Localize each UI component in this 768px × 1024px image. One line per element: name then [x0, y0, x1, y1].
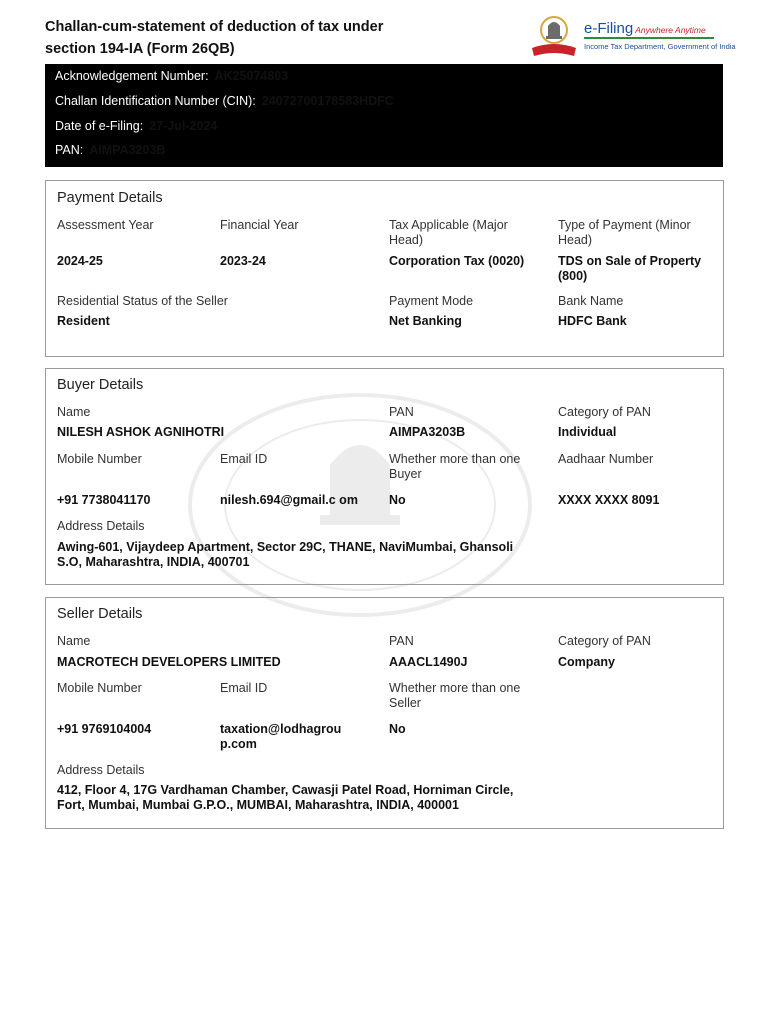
seller-details-section	[45, 597, 724, 829]
residential-status-label: Residential Status of the Seller	[57, 294, 228, 308]
document-title	[45, 16, 425, 60]
buyer-pan-label: PAN	[389, 405, 414, 419]
ack-number-row	[55, 69, 288, 83]
efiling-brand-text: e-Filing	[584, 20, 634, 37]
type-of-payment-label	[558, 218, 691, 248]
buyer-details-title: Buyer Details	[57, 377, 144, 393]
ack-number-label: Acknowledgement Number:	[55, 69, 209, 83]
tax-applicable-label-line-1: Tax Applicable (Major	[389, 218, 508, 232]
cin-row	[55, 94, 394, 108]
payment-details-section	[45, 180, 724, 357]
seller-pan-value: AAACL1490J	[389, 655, 468, 669]
document-title-line-2: section 194-IA (Form 26QB)	[45, 41, 235, 57]
efiling-date-label: Date of e-Filing:	[55, 119, 144, 133]
multiple-buyers-value: No	[389, 493, 406, 507]
seller-address-value	[57, 783, 577, 813]
multiple-sellers-label-line-1: Whether more than one	[389, 681, 521, 695]
ack-number-value: AK25074803	[214, 69, 289, 83]
type-of-payment-value-line-2: (800)	[558, 269, 588, 283]
acknowledgement-summary	[45, 64, 723, 167]
aadhaar-value: XXXX XXXX 8091	[558, 493, 660, 507]
multiple-sellers-label	[389, 681, 520, 711]
buyer-name-value: NILESH ASHOK AGNIHOTRI	[57, 425, 225, 439]
multiple-buyers-label-line-1: Whether more than one	[389, 452, 521, 466]
seller-pan-category-value: Company	[558, 655, 615, 669]
efiling-brand	[584, 20, 706, 37]
efiling-tagline: Anywhere Anytime	[635, 25, 706, 35]
seller-mobile-label: Mobile Number	[57, 681, 142, 695]
pan-label: PAN:	[55, 143, 84, 157]
seller-pan-category-label: Category of PAN	[558, 634, 651, 648]
seller-details-title: Seller Details	[57, 606, 143, 622]
buyer-pan-value: AIMPA3203B	[389, 425, 466, 439]
pan-row	[55, 143, 165, 157]
seller-address-label: Address Details	[57, 763, 145, 777]
aadhaar-label: Aadhaar Number	[558, 452, 654, 466]
buyer-address-value	[57, 540, 537, 570]
seller-pan-label: PAN	[389, 634, 414, 648]
buyer-details-section	[45, 368, 724, 585]
payment-details-title: Payment Details	[57, 190, 163, 206]
buyer-mobile-value: +91 7738041170	[57, 493, 151, 507]
assessment-year-value: 2024-25	[57, 254, 103, 268]
buyer-name-label: Name	[57, 405, 91, 419]
efiling-subtitle: Income Tax Department, Government of India	[584, 42, 736, 51]
financial-year-value: 2023-24	[220, 254, 266, 268]
multiple-buyers-label-line-2: Buyer	[389, 467, 422, 481]
efiling-underline	[584, 37, 714, 39]
tax-applicable-label-line-2: Head)	[389, 233, 424, 247]
seller-email-line-2: p.com	[220, 737, 257, 751]
buyer-address-label: Address Details	[57, 519, 145, 533]
efiling-logo	[528, 14, 736, 60]
national-emblem-icon	[528, 14, 580, 58]
seller-name-label: Name	[57, 634, 91, 648]
payment-mode-label: Payment Mode	[389, 294, 474, 308]
type-of-payment-label-line-1: Type of Payment (Minor	[558, 218, 691, 232]
financial-year-label: Financial Year	[220, 218, 299, 232]
seller-email-value	[220, 722, 341, 752]
efiling-date-row	[55, 119, 217, 133]
bank-name-value: HDFC Bank	[558, 314, 627, 328]
pan-value: AIMPA3203B	[89, 143, 166, 157]
residential-status-value: Resident	[57, 314, 110, 328]
assessment-year-label: Assessment Year	[57, 218, 154, 232]
document-title-line-1: Challan-cum-statement of deduction of tax under	[45, 19, 384, 35]
buyer-mobile-label: Mobile Number	[57, 452, 142, 466]
buyer-pan-category-label: Category of PAN	[558, 405, 651, 419]
multiple-buyers-label	[389, 452, 520, 482]
multiple-sellers-value: No	[389, 722, 406, 736]
seller-address-line-2: Fort, Mumbai, Mumbai G.P.O., MUMBAI, Maharashtra, INDIA, 400001	[57, 798, 459, 812]
seller-mobile-value: +91 9769104004	[57, 722, 152, 736]
efiling-date-value: 27-Jul-2024	[149, 119, 218, 133]
bank-name-label: Bank Name	[558, 294, 624, 308]
payment-mode-value: Net Banking	[389, 314, 462, 328]
cin-value: 24072700178583HDFC	[261, 94, 394, 108]
seller-email-line-1: taxation@lodhagrou	[220, 722, 342, 736]
multiple-sellers-label-line-2: Seller	[389, 696, 421, 710]
seller-email-label: Email ID	[220, 681, 268, 695]
tax-applicable-value: Corporation Tax (0020)	[389, 254, 525, 268]
buyer-pan-category-value: Individual	[558, 425, 617, 439]
type-of-payment-value	[558, 254, 701, 284]
buyer-email-label: Email ID	[220, 452, 268, 466]
type-of-payment-label-line-2: Head)	[558, 233, 593, 247]
seller-address-line-1: 412, Floor 4, 17G Vardhaman Chamber, Cawasji Patel Road, Horniman Circle,	[57, 783, 514, 797]
buyer-email-value: nilesh.694@gmail.c om	[220, 493, 358, 507]
tax-applicable-label	[389, 218, 508, 248]
buyer-address-line-2: S.O, Maharashtra, INDIA, 400701	[57, 555, 250, 569]
buyer-address-line-1: Awing-601, Vijaydeep Apartment, Sector 29C, THANE, NaviMumbai, Ghansoli	[57, 540, 514, 554]
cin-label: Challan Identification Number (CIN):	[55, 94, 256, 108]
page-header	[45, 14, 736, 62]
type-of-payment-value-line-1: TDS on Sale of Property	[558, 254, 702, 268]
seller-name-value: MACROTECH DEVELOPERS LIMITED	[57, 655, 281, 669]
